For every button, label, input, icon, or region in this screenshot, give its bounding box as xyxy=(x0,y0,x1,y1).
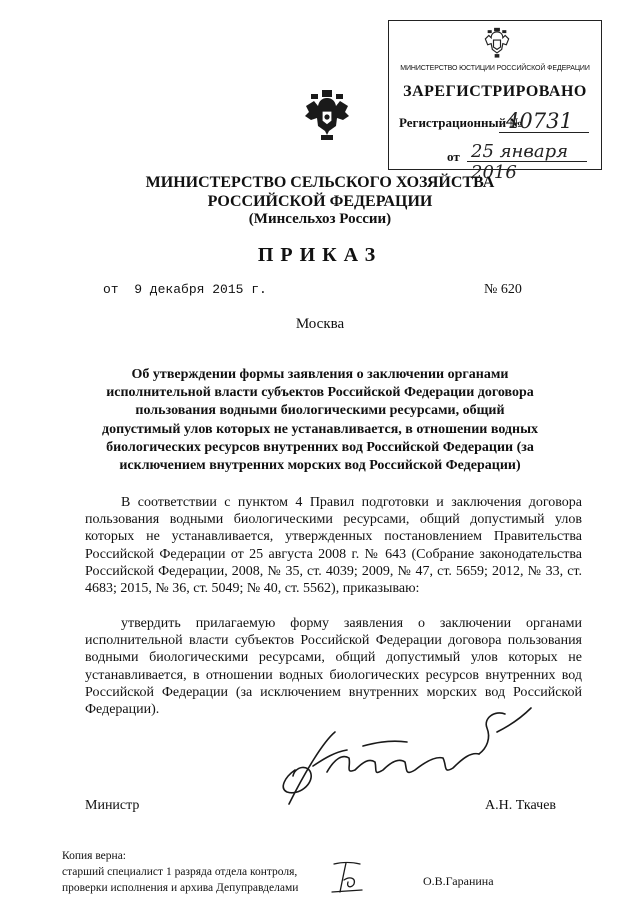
body-paragraph: утвердить прилагаемую форму заявления о заключении органами исполнительной власти субъектов Российской Федерации договора пользования водными биологическими ресурсами, общий допустимый улов которых не устанавливается, в отношении водных биологических ресурсов внутренних вод Российской Федерации (за исключением внутренних морских вод Российской Федерации). xyxy=(85,616,582,718)
signatory-name: А.Н. Ткачев xyxy=(485,798,557,813)
stamp-number-value: 40731 xyxy=(506,109,573,133)
signatory-position: Министр xyxy=(85,798,140,813)
order-heading: Об утверждении формы заявления о заключении органами исполнительной власти субъектов Российской Федерации договора пользования водными биологическими ресурсами, общий допустимый улов которых не устанавливается, в отношении водных биологических ресурсов внутренних вод Российской Федерации (за исключением внутренних морских вод Российской Федерации) xyxy=(101,367,538,474)
stamp-underline xyxy=(467,161,587,162)
copy-line: Копия верна: xyxy=(62,850,126,862)
stamp-organization: МИНИСТЕРСТВО ЮСТИЦИИ РОССИЙСКОЙ ФЕДЕРАЦИИ xyxy=(400,65,590,72)
order-number: № 620 xyxy=(484,282,522,297)
stamp-date-label: от xyxy=(447,149,460,164)
order-city: Москва xyxy=(295,316,345,332)
body-paragraph: В соответствии с пунктом 4 Правил подготовки и заключения договора пользования водными биологическими ресурсами, общий допустимый улов которых не устанавливается, утвержденных постановлением Правительства Российской Федерации от 25 августа 2008 г. № 643 (Собрание законодательства Российской Федерации, 2008, № 35, ст. 4039; 2009, № 47, ст. 5659; 2012, № 33, ст. 4683; 2015, № 36, ст. 5049; № 40, ст. 5562), приказываю: xyxy=(85,495,582,597)
stamp-status: ЗАРЕГИСТРИРОВАНО xyxy=(403,83,587,100)
stamp-date-value: 25 января 2016 xyxy=(471,141,569,183)
copy-certification xyxy=(62,848,298,896)
minister-signature xyxy=(265,692,545,807)
ministry-name xyxy=(0,173,640,211)
coat-of-arms-icon xyxy=(483,27,511,59)
copy-line: старший специалист 1 разряда отдела контроля, xyxy=(62,866,298,878)
copy-certifier-name: О.В.Гаранина xyxy=(423,874,494,888)
ministry-short-name: (Минсельхоз России) xyxy=(248,211,392,227)
coat-of-arms-icon xyxy=(303,88,351,142)
registration-stamp xyxy=(388,20,602,183)
stamp-underline xyxy=(499,132,589,133)
order-date: от 9 декабря 2015 г. xyxy=(103,282,267,297)
ministry-line1: МИНИСТЕРСТВО СЕЛЬСКОГО ХОЗЯЙСТВА xyxy=(145,174,495,191)
order-title: ПРИКАЗ xyxy=(257,244,383,266)
stamp-number-label: Регистрационный № xyxy=(399,115,523,130)
ministry-line2: РОССИЙСКОЙ ФЕДЕРАЦИИ xyxy=(207,193,433,210)
copy-line: проверки исполнения и архива Депуправделами xyxy=(62,882,299,894)
copy-initials-signature xyxy=(330,858,364,894)
